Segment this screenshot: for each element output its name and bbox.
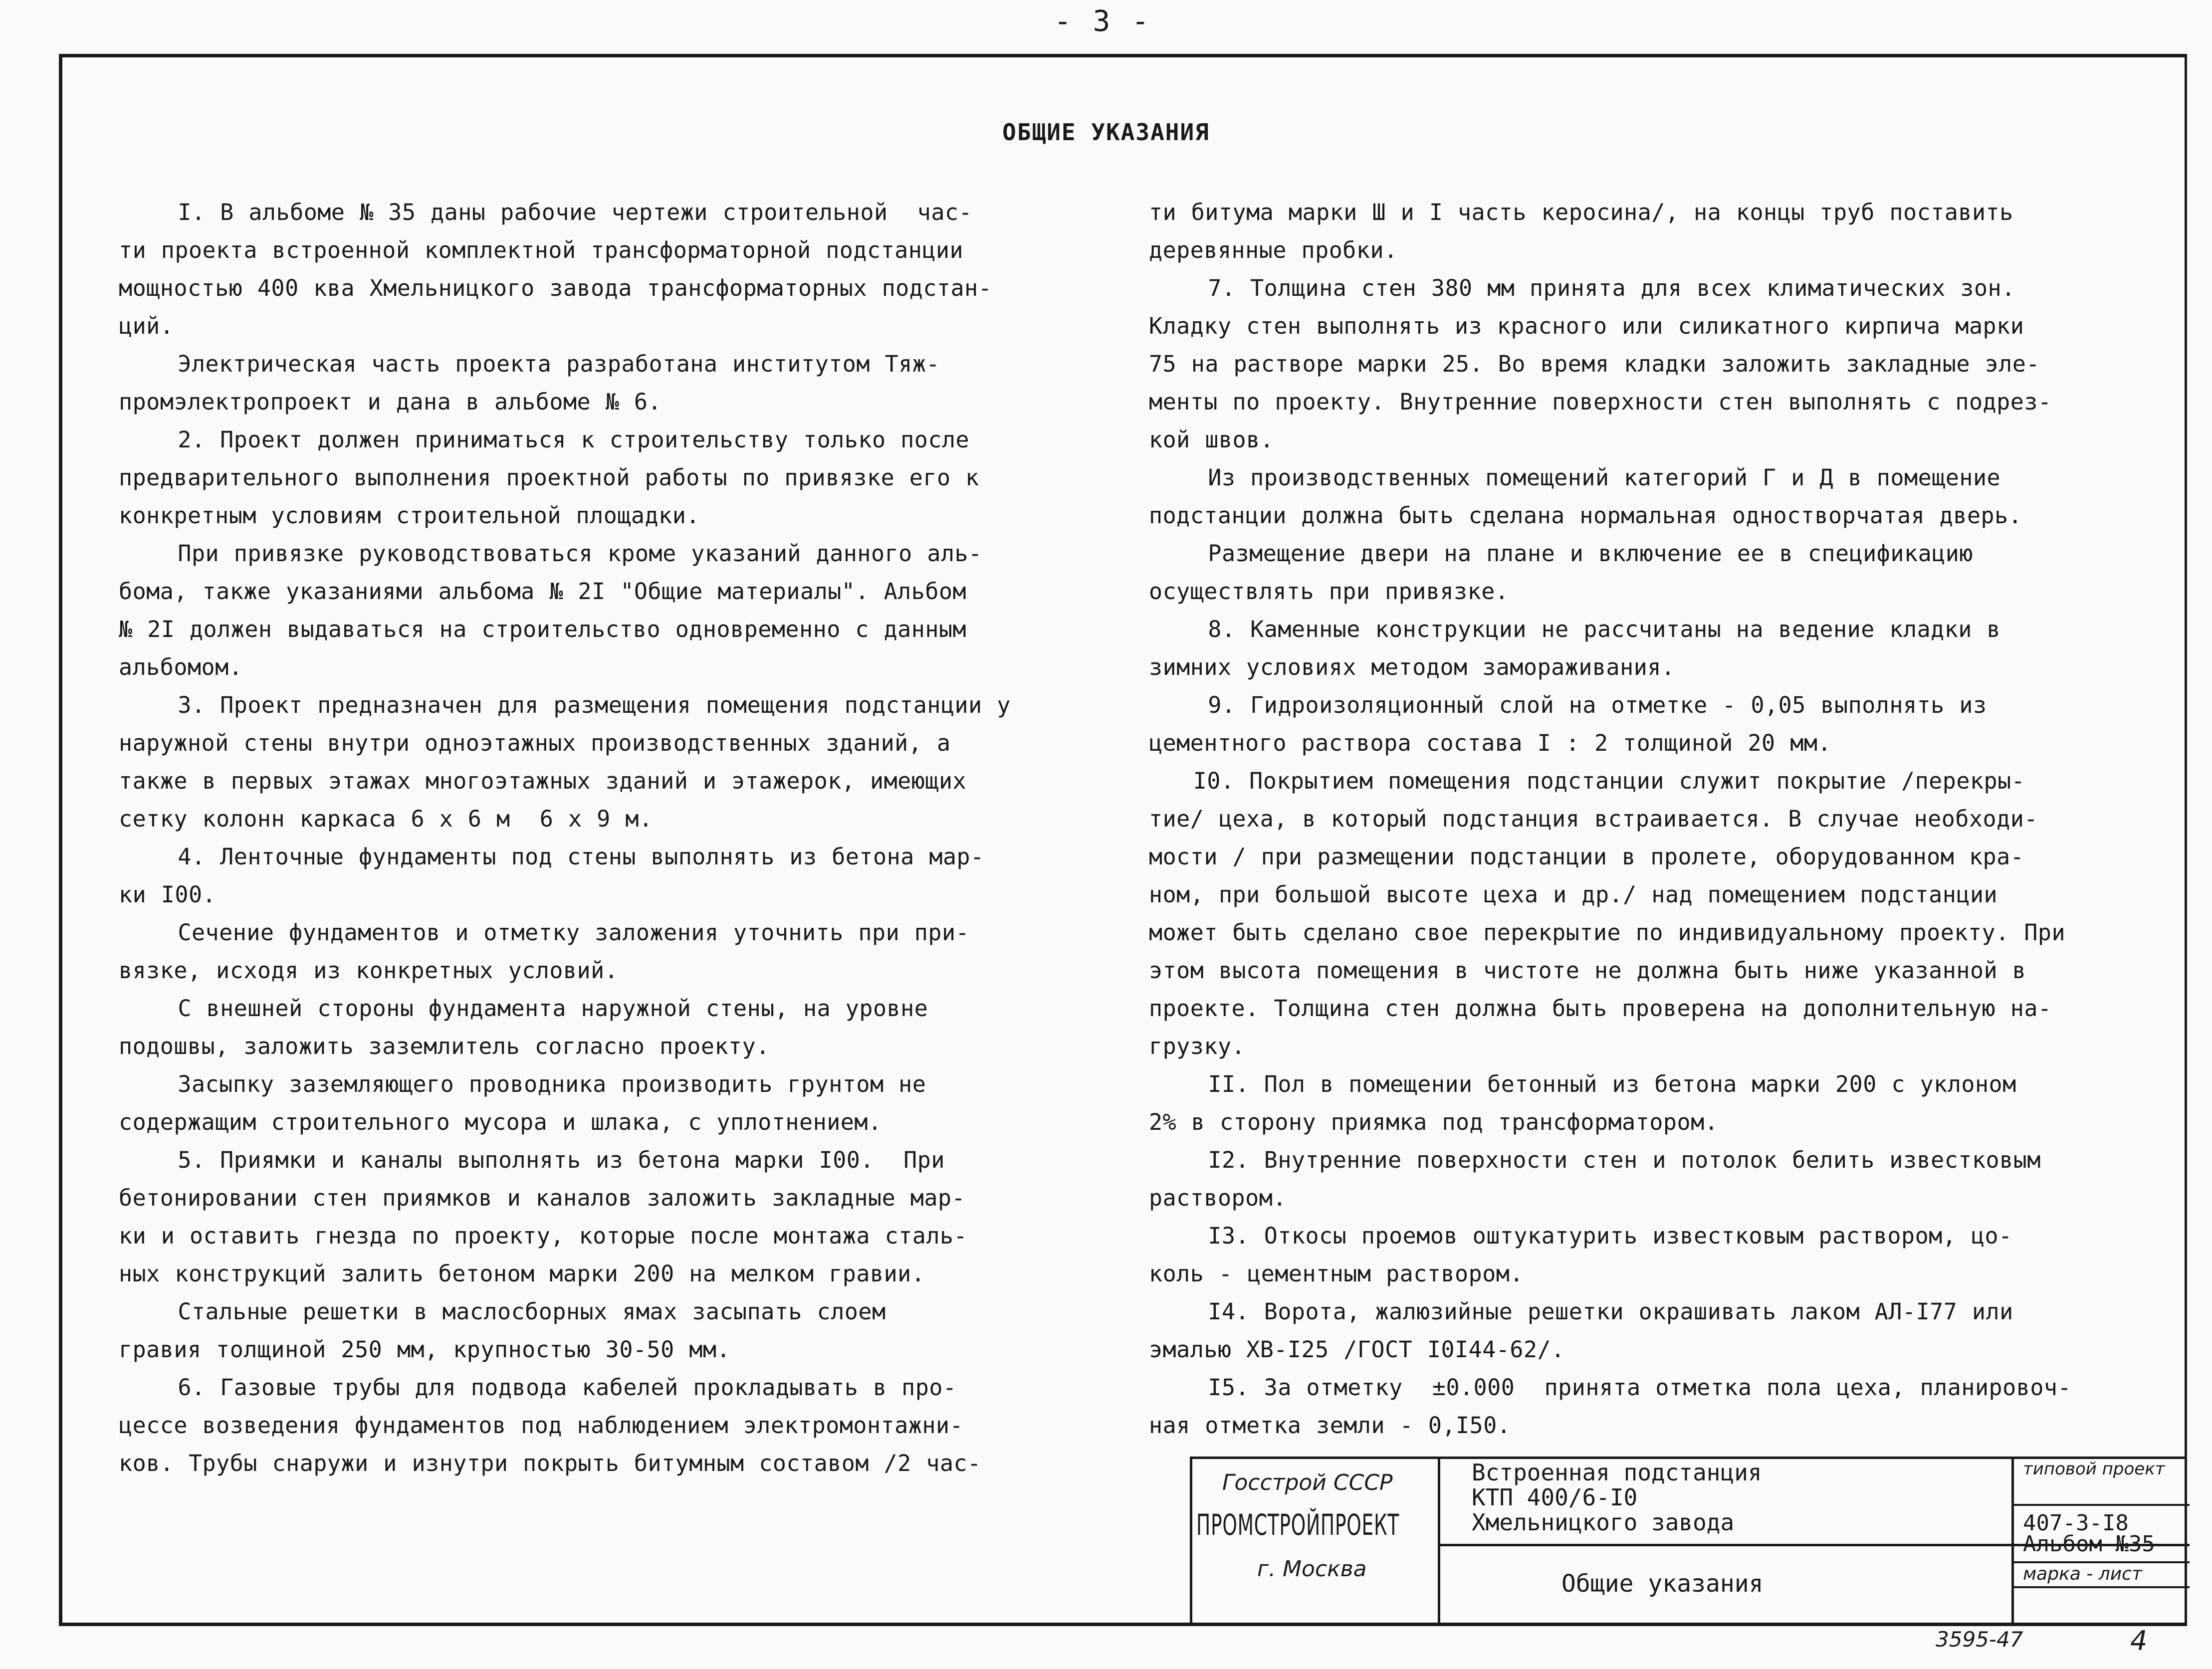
stamp-code-header: типовой проект [2023, 1459, 2165, 1479]
text-line: ти проекта встроенной комплектной трансформаторной подстанции [119, 237, 964, 263]
text-line: 5. Приямки и каналы выполнять из бетона марки I00. При [119, 1147, 945, 1173]
text-line: ций. [119, 313, 174, 339]
text-line: С внешней стороны фундамента наружной стены, на уровне [119, 995, 928, 1022]
text-line: эмалью ХВ-I25 /ГОСТ I0I44-62/. [1149, 1336, 1565, 1363]
text-line: ки I00. [119, 881, 217, 908]
text-line: предварительного выполнения проектной работы по привязке его к [119, 464, 979, 491]
text-line: При привязке руководствоваться кроме указаний данного аль- [119, 540, 982, 567]
text-line: 2. Проект должен приниматься к строительству только после [119, 426, 970, 453]
text-line: грузку. [1149, 1033, 1246, 1059]
divider [2014, 1504, 2190, 1506]
text-line: Электрическая часть проекта разработана институтом Тяж- [119, 351, 940, 377]
text-line: 9. Гидроизоляционный слой на отметке - 0,05 выполнять из [1149, 692, 1987, 718]
text-line: содержащим строительного мусора и шлака, с уплотнением. [119, 1109, 882, 1135]
text-line: мощностью 400 ква Хмельницкого завода трансформаторных подстан- [119, 275, 992, 301]
text-line: раствором. [1149, 1185, 1287, 1211]
text-line: этом высота помещения в чистоте не должна быть ниже указанной в [1149, 957, 2026, 984]
stamp-mark-label: марка - лист [2023, 1564, 2142, 1584]
text-line: проекте. Толщина стен должна быть проверена на дополнительную на- [1149, 995, 2052, 1022]
text-line: 3. Проект предназначен для размещения помещения подстанции у [119, 692, 1011, 718]
text-line: I. В альбоме № 35 даны рабочие чертежи строительной час- [119, 199, 973, 225]
footer-code: 3595-47 [1936, 1627, 2023, 1652]
text-line: 8. Каменные конструкции не рассчитаны на ведение кладки в [1149, 616, 2001, 642]
text-line: сетку колонн каркаса 6 х 6 м 6 х 9 м. [119, 806, 653, 832]
text-line: ки и оставить гнезда по проекту, которые после монтажа сталь- [119, 1223, 968, 1249]
text-line: зимних условиях методом замораживания. [1149, 654, 1675, 680]
text-line: может быть сделано свое перекрытие по индивидуальному проекту. При [1149, 919, 2066, 946]
text-line: ков. Трубы снаружи и изнутри покрыть битумным составом /2 час- [119, 1450, 981, 1476]
text-line: ном, при большой высоте цеха и др./ над помещением подстанции [1149, 881, 1998, 908]
text-line: мости / при размещении подстанции в пролете, оборудованном кра- [1149, 843, 2024, 870]
text-line: цессе возведения фундаментов под наблюдением электромонтажни- [119, 1412, 964, 1439]
text-line: I3. Откосы проемов оштукатурить известковым раствором, цо- [1149, 1223, 2012, 1249]
text-line: Размещение двери на плане и включение ее в спецификацию [1149, 540, 1973, 567]
stamp-organization: ПРОМСТРОЙПРОЕКТ [1196, 1508, 1400, 1542]
text-line: I0. Покрытием помещения подстанции служит покрытие /перекры- [1149, 768, 2025, 794]
text-line: ных конструкций залить бетоном марки 200 на мелком гравии. [119, 1260, 925, 1287]
text-line: I5. За отметку ±0.000 принята отметка пола цеха, планировоч- [1149, 1374, 2072, 1401]
text-line: 75 на растворе марки 25. Во время кладки заложить закладные эле- [1149, 351, 2040, 377]
text-line: ная отметка земли - 0,I50. [1149, 1412, 1511, 1439]
text-line: подошвы, заложить заземлитель согласно проекту. [119, 1033, 770, 1059]
divider [2014, 1586, 2190, 1588]
text-line: Из производственных помещений категорий Г и Д в помещение [1149, 464, 2001, 491]
divider [1438, 1459, 1440, 1626]
text-line: деревянные пробки. [1149, 237, 1398, 263]
text-line: 2% в сторону приямка под трансформатором. [1149, 1109, 1719, 1135]
text-line: II. Пол в помещении бетонный из бетона марки 200 с уклоном [1149, 1071, 2016, 1097]
text-line: подстанции должна быть сделана нормальная одностворчатая дверь. [1149, 502, 2022, 529]
text-line: 4. Ленточные фундаменты под стены выполнять из бетона мар- [119, 843, 984, 870]
stamp-sheet-title: Общие указания [1561, 1570, 1764, 1598]
text-line: бетонировании стен приямков и каналов заложить закладные мар- [119, 1185, 966, 1211]
text-line: цементного раствора состава I : 2 толщиной 20 мм. [1149, 730, 1832, 756]
right-column [1149, 194, 2182, 1445]
text-line: также в первых этажах многоэтажных зданий и этажерок, имеющих [119, 768, 967, 794]
stamp-authority: Госстрой СССР [1222, 1470, 1393, 1495]
text-line: Кладку стен выполнять из красного или силикатного кирпича марки [1149, 313, 2024, 339]
text-line: конкретным условиям строительной площадки. [119, 502, 700, 529]
title-block [1190, 1457, 2187, 1626]
text-line: Засыпку заземляющего проводника производить грунтом не [119, 1071, 926, 1097]
text-line: осуществлять при привязке. [1149, 578, 1509, 605]
text-line: I2. Внутренние поверхности стен и потолок белить известковым [1149, 1147, 2041, 1173]
stamp-project-code: 407-3-I8 Альбом №35 [2023, 1510, 2155, 1557]
text-line: бома, также указаниями альбома № 2I "Общие материалы". Альбом [119, 578, 967, 605]
page-number: - 3 - [1054, 4, 1151, 38]
text-line: 6. Газовые трубы для подвода кабелей прокладывать в про- [119, 1374, 957, 1401]
text-line: коль - цементным раствором. [1149, 1260, 1524, 1287]
text-line: менты по проекту. Внутренние поверхности стен выполнять с подрез- [1149, 389, 2052, 415]
text-line: кой швов. [1149, 426, 1274, 453]
text-line: Стальные решетки в маслосборных ямах засыпать слоем [119, 1298, 886, 1325]
text-line: гравия толщиной 250 мм, крупностью 30-50 мм. [119, 1336, 731, 1363]
text-line: 7. Толщина стен 380 мм принята для всех климатических зон. [1149, 275, 2015, 301]
text-line: альбомом. [119, 654, 243, 680]
text-line: наружной стены внутри одноэтажных производственных зданий, а [119, 730, 951, 756]
text-line: № 2I должен выдаваться на строительство одновременно с данным [119, 616, 967, 642]
divider [2011, 1459, 2014, 1626]
text-line: Сечение фундаментов и отметку заложения уточнить при при- [119, 919, 970, 946]
text-line: тие/ цеха, в который подстанция встраивается. В случае необходи- [1149, 806, 2038, 832]
stamp-city: г. Москва [1257, 1556, 1367, 1582]
stamp-project-title: Встроенная подстанция КТП 400/6-I0 Хмельницкого завода [1472, 1459, 1762, 1536]
text-line: вязке, исходя из конкретных условий. [119, 957, 619, 984]
text-line: ти битума марки Ш и I часть керосина/, на концы труб поставить [1149, 199, 2013, 225]
text-line: I4. Ворота, жалюзийные решетки окрашивать лаком АЛ-I77 или [1149, 1298, 2013, 1325]
text-line: промэлектропроект и дана в альбоме № 6. [119, 389, 662, 415]
page-title: ОБЩИЕ УКАЗАНИЯ [1002, 119, 1210, 146]
divider [2014, 1561, 2190, 1563]
left-column [119, 194, 1131, 1482]
footer-page-number: 4 [2130, 1625, 2148, 1657]
